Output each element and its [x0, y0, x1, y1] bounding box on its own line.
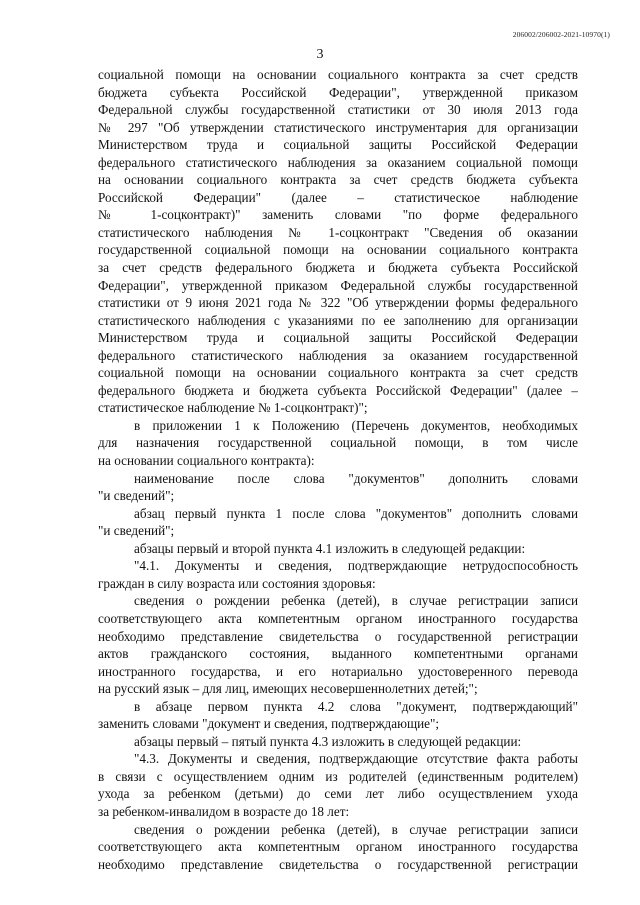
- text-line: в приложении 1 к Положению (Перечень документов, необходимых: [134, 417, 578, 433]
- text-line: "и сведений";: [98, 488, 175, 504]
- text-line: "4.1. Документы и сведения, подтверждающие нетрудоспособность: [134, 558, 578, 574]
- text-line: в абзаце первом пункта 4.2 слова "документ, подтверждающий": [134, 698, 578, 714]
- text-line: социальной помощи на основании социального контракта за счет средств: [98, 365, 578, 381]
- text-line: необходимо представление свидетельства о государственной регистрации: [98, 628, 578, 644]
- text-line: соответствующего акта компетентным органом иностранного государства: [98, 839, 578, 855]
- text-line: иностранного государства, и его нотариально удостоверенного перевода: [98, 663, 578, 679]
- text-line: Министерством труда и социальной защиты Российской Федерации: [98, 330, 578, 346]
- text-line: федерального статистического наблюдения за оказанием государственной: [98, 347, 578, 363]
- text-line: статистического наблюдения № 1-соцконтракт "Сведения об оказании: [98, 224, 578, 240]
- text-line: на основании социального контракта):: [98, 453, 315, 469]
- body-text: [98, 66, 578, 873]
- text-line: абзацы первый – пятый пункта 4.3 изложить в следующей редакции:: [134, 733, 522, 749]
- text-line: "4.3. Документы и сведения, подтверждающие отсутствие факта работы: [134, 751, 578, 767]
- text-line: статистическое наблюдение № 1-соцконтракт)";: [98, 400, 368, 416]
- text-line: граждан в силу возраста или состояния здоровья:: [98, 575, 376, 591]
- document-id: 206002/206002-2021-10970(1): [512, 30, 610, 39]
- text-line: федерального бюджета и бюджета субъекта Российской Федерации" (далее –: [98, 382, 578, 398]
- text-line: на основании социального контракта за счет средств бюджета субъекта: [98, 172, 578, 188]
- text-line: федерального статистического наблюдения за оказанием социальной помощи: [98, 154, 578, 170]
- text-line: статистики от 9 июня 2021 года № 322 "Об утверждении формы федерального: [98, 295, 578, 311]
- text-line: для назначения государственной социальной помощи, в том числе: [98, 435, 578, 451]
- text-line: статистического наблюдения с указаниями по ее заполнению для организации: [98, 312, 578, 328]
- page-number: 3: [316, 47, 324, 62]
- text-line: бюджета субъекта Российской Федерации", утвержденной приказом: [98, 84, 578, 100]
- text-line: заменить словами "документ и сведения, подтверждающие";: [98, 716, 440, 732]
- text-line: № 1-соцконтракт)" заменить словами "по форме федерального: [98, 207, 578, 223]
- text-line: наименование после слова "документов" дополнить словами: [134, 470, 578, 486]
- text-line: "и сведений";: [98, 523, 175, 539]
- text-line: за ребенком-инвалидом в возрасте до 18 лет:: [98, 803, 350, 819]
- text-line: сведения о рождении ребенка (детей), в случае регистрации записи: [134, 593, 578, 609]
- text-line: необходимо представление свидетельства о государственной регистрации: [98, 856, 578, 872]
- text-line: актов гражданского состояния, выданного компетентными органами: [98, 646, 578, 662]
- text-line: за счет средств федерального бюджета и бюджета субъекта Российской: [98, 260, 578, 276]
- text-line: Министерством труда и социальной защиты Российской Федерации: [98, 137, 578, 153]
- text-line: абзац первый пункта 1 после слова "документов" дополнить словами: [134, 505, 578, 521]
- text-line: Федеральной службы государственной статистики от 30 июля 2013 года: [98, 102, 578, 118]
- text-line: Федерации", утвержденной приказом Федеральной службы государственной: [98, 277, 578, 293]
- text-line: № 297 "Об утверждении статистического инструментария для организации: [98, 119, 578, 135]
- text-line: на русский язык – для лиц, имеющих несовершеннолетних детей;";: [98, 681, 478, 697]
- text-line: сведения о рождении ребенка (детей), в случае регистрации записи: [134, 821, 578, 837]
- text-line: в связи с осуществлением одним из родителей (единственным родителем): [98, 768, 578, 784]
- text-line: социальной помощи на основании социального контракта за счет средств: [98, 67, 578, 82]
- text-line: ухода за ребенком (детьми) до семи лет либо осуществлением ухода: [98, 786, 578, 802]
- text-line: Российской Федерации" (далее – статистическое наблюдение: [98, 189, 578, 205]
- text-line: соответствующего акта компетентным органом иностранного государства: [98, 610, 578, 626]
- text-line: государственной социальной помощи на основании социального контракта: [98, 242, 578, 258]
- text-line: абзацы первый и второй пункта 4.1 изложить в следующей редакции:: [134, 540, 526, 556]
